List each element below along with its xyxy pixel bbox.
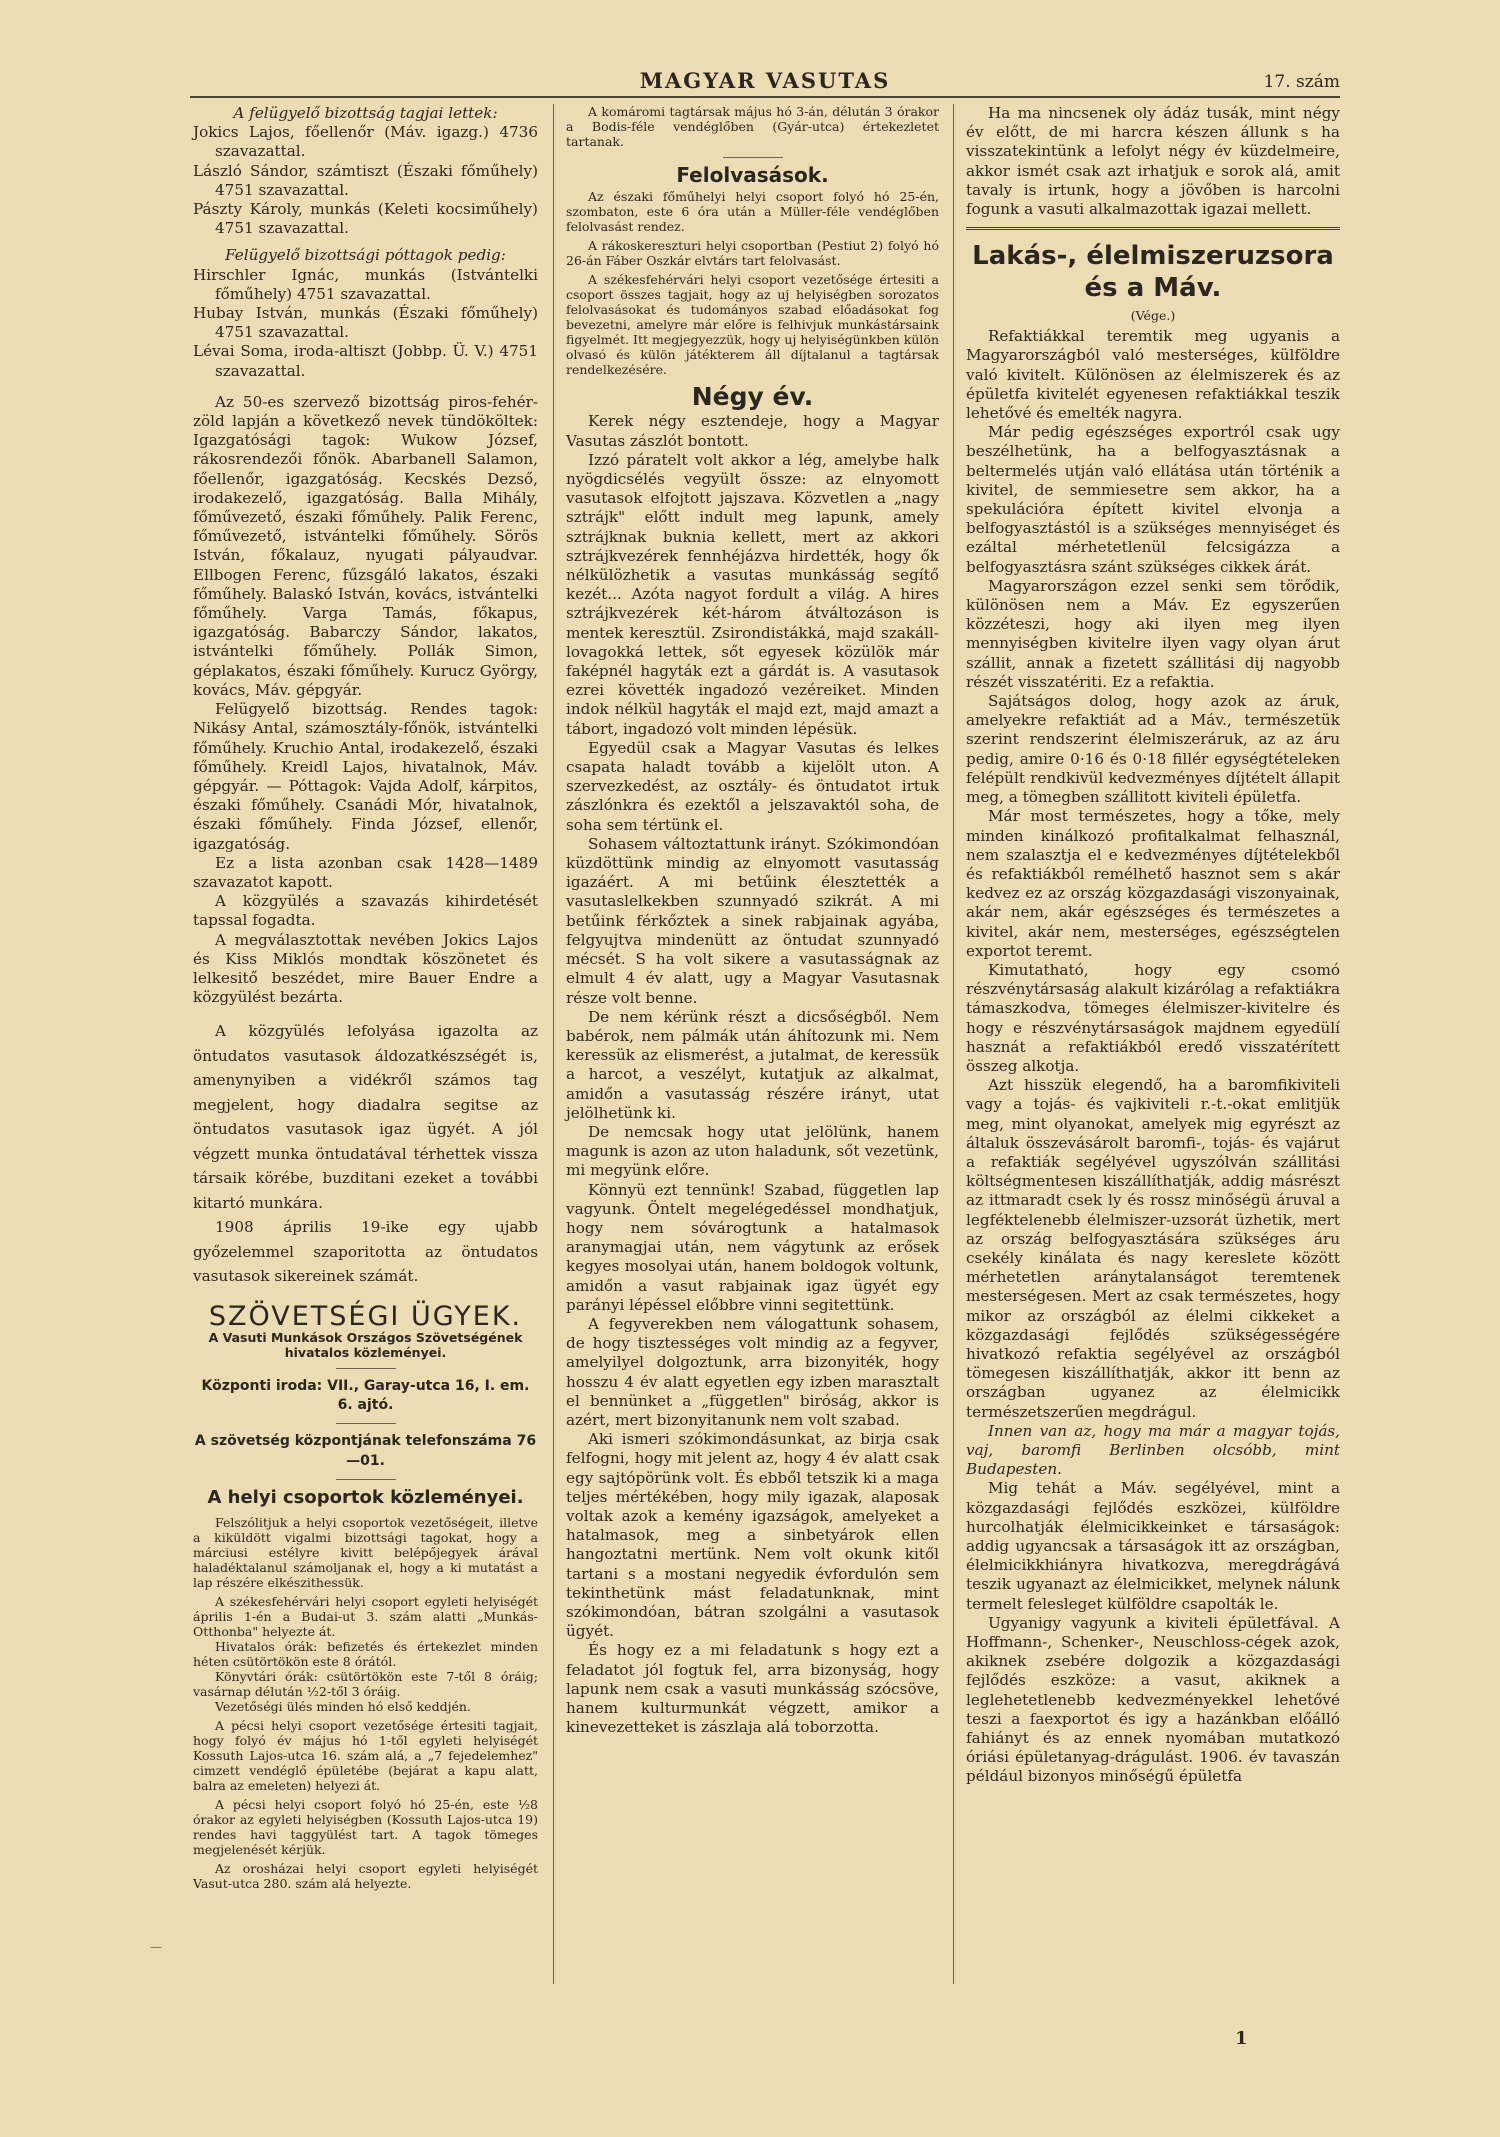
article-title: Négy év. — [691, 382, 814, 412]
issue-number: 17. szám — [1263, 72, 1340, 92]
paragraph: Felügyelő bizottság. Rendes tagok: Nikásy Antal, számosztály-főnök, istvántelki főműhely. Kruchio Antal, irodakezelő, északi főműhely. Kreidl Lajos, hivatalnok, Máv. gépgyár. — Póttagok: Vajda Adolf, kárpitos, északi főműhely. Csanádi Mór, hivatalnok, északi főműhely. Finda József, ellenőr, igazgatóság. — [193, 700, 538, 853]
groups-heading: A helyi csoportok közleményei. — [207, 1486, 524, 1508]
paragraph: Ha ma nincsenek oly ádáz tusák, mint négy év előtt, de mi harcra készen állunk s ha visszatekintünk a lefolyt négy év küzdelmeire, akkor ismét csak azt irhatjuk e sorok alá, amit tavaly is irtunk, hogy a jövőben is harcolni fogunk a vasuti alkalmazottak igazai mellett. — [966, 104, 1340, 219]
paragraph: A közgyülés a szavazás kihirdetését tapssal fogadta. — [193, 892, 538, 930]
paragraph: Sajátságos dolog, hogy azok az áruk, amelyekre refaktiát ad a Máv., természetük szerint rendszerint élelmiszeráruk, az az áru pedig, amire 0·16 és 0·18 fillér egységtételeken felépült rendkivül kedvezményes díjtételt állapit meg, a tömegben szállitott kiviteli épületfa. — [966, 692, 1340, 807]
divider — [336, 1423, 396, 1424]
article-note: (Vége.) — [1130, 308, 1176, 324]
section-subtitle: A Vasuti Munkások Országos Szövetségének hivatalos közleményei. — [208, 1330, 523, 1361]
paragraph: Azt hisszük elegendő, ha a baromfikiviteli vagy a tojás- és vajkiviteli r.-t.-okat emlitjük meg, mint olyanokat, amelyek mig egyrészt az általuk összevásárolt baromfi-, tojás- és vajárut a refaktiák segélyével ugyszólván szállitási költségmentesen kiszállíthatják, addig másrészt az ittmaradt csek ly és rossz minőségü áruval a legféktelenebb élelmiszer-uzsorát üzhetik, mert az ország belfogyasztására szükséges áru csekély kinálata és nagy kereslete között mérhetetlen aránytalanságot teremtenek mesterségesen. Mert az csak természetes, hogy mikor az országból az élelmi cikkeket a közgazdasági fejlődés szükségességére hivatkozó refaktia segélyével az országból tömegesen kiszállíthatják, akkor itt benn az országban ugyanez az élelmicikk természetszerűen megdrágul. — [966, 1076, 1340, 1421]
paragraph: Innen van az, hogy ma már a magyar tojás, vaj, baromfi Berlinben olcsóbb, mint Budapesten. — [966, 1421, 1340, 1479]
header-rule — [190, 96, 1340, 98]
phone-number: A szövetség központjának telefonszáma 76—01. — [194, 1433, 537, 1469]
column-3 — [966, 104, 1340, 1787]
alternate-member: Hirschler Ignác, munkás (Istvántelki főműhely) 4751 szavazattal. — [193, 265, 538, 303]
notice: A pécsi helyi csoport vezetősége értesiti tagjait, hogy folyó év május hó 1-től egyleti helyiségét Kossuth Lajos-utca 16. szám alá, a „7 fejedelemhez" cimzett vendéglő épületébe (bejárat a kapu alatt, balra az emeleten) helyezi át. — [193, 1718, 538, 1794]
paragraph: Sohasem változtattunk irányt. Szókimondóan küzdöttünk mindig az elnyomott vasutasság igazáért. A mi betűink élesztették a vasutaslelkekben szunnyadó szikrát. A mi betűink férkőztek a sinek rabjainak agyába, felgyujtva mindenütt az öntudat szunnyadó mécsét. S ha volt sikere a vasutasságnak az elmult 4 év alatt, ugy a Magyar Vasutasnak része volt benne. — [566, 834, 939, 1007]
paragraph: A közgyülés lefolyása igazolta az öntudatos vasutasok áldozatkészségét is, amenynyiben a vidékről számos tag megjelent, hogy diadalra segitse az öntudatos vasutasok igaz ügyét. A jól végzett munka öntudatával térhettek vissza társaik körébe, buzditani ezeket a további kitartó munkára. — [193, 1022, 538, 1212]
section-title: SZÖVETSÉGI ÜGYEK. — [208, 1300, 523, 1332]
column-divider — [953, 104, 954, 1984]
board-member: Jokics Lajos, főellenőr (Máv. igazg.) 4736 szavazattal. — [193, 123, 538, 161]
paragraph: De nem kérünk részt a dicsőségből. Nem babérok, nem pálmák után áhítozunk mi. Nem keressük az elismerést, a jutalmat, de keressük a harcot, a veszélyt, kutatjuk az alkalmat, amidőn a vasutasság részére irányt, utat jelölhetünk ki. — [566, 1007, 939, 1122]
notice: A székesfehérvári helyi csoport vezetősége értesiti a csoport összes tagjait, hogy az uj helyiségben sorozatos felolvasásokat és tudományos szabad előadásokat fog bevezetni, amelyre már előre is felhivjuk munkástársaink figyelmét. Itt megjegyezzük, hogy uj helyiségünkben külön olvasó és külön játékterem áll díjtalanul a tagtársak rendelkezésére. — [566, 272, 939, 378]
paragraph: Könnyü ezt tennünk! Szabad, független lap vagyunk. Öntelt megelégedéssel mondhatjuk, hogy nem sóvárogtunk a hatalmasok aranymagjai után, nem vágytunk az erősek kegyes mosolyai után, hanem boldogok voltunk, amidőn a vasut rabjainak igaz ügyét egy parányi lépéssel előbbre vinni segitettünk. — [566, 1180, 939, 1314]
notice: Az orosházai helyi csoport egyleti helyiségét Vasut-utca 280. szám alá helyezte. — [193, 1861, 538, 1892]
board-member: László Sándor, számtiszt (Északi főműhely) 4751 szavazattal. — [193, 161, 538, 199]
notice: A székesfehérvári helyi csoport egyleti helyiségét április 1-én a Budai-ut 3. szám alatti „Munkás-Otthonba" helyezte át. — [193, 1594, 538, 1640]
alternate-member: Lévai Soma, iroda-altiszt (Jobbp. Ü. V.) 4751 szavazattal. — [193, 342, 538, 380]
paragraph: Kerek négy esztendeje, hogy a Magyar Vasutas zászlót bontott. — [566, 412, 939, 450]
notice: Könyvtári órák: csütörtökön este 7-től 8 óráig; vasárnap délután ½2-től 3 óráig. — [193, 1669, 538, 1700]
paragraph: Izzó páratelt volt akkor a lég, amelybe halk nyögdicsélés vegyült össze: az elnyomott vasutasok elfojtott jajszava. Közvetlen a „nagy sztrájk" előtt indult meg lapunk, amely sztrájknak buknia kellett, mert az akkori sztrájkvezérek fennhéjázva hirdették, hogy ők nélkülözhetik a vasutas munkásság segítő kezét... Azóta nagyot fordult a világ. A hires sztrájkvezérek két-három átváltozáson is mentek keresztül. Zsirondistákká, majd szakáll-lovagokká lettek, sőt egyesek közülök már faképnél hagyták ezt a gárdát is. A vasutasok ezrei követték ingadozó vezéreiket. Minden indok nélkül hagyták el majd ezt, majd amazt a tábort, ingadozó volt minden lépésük. — [566, 450, 939, 738]
paragraph: És hogy ez a mi feladatunk s hogy ezt a feladatot jól fogtuk fel, arra bizonyság, hogy lapunk nem csak a vasuti munkásság szócsöve, hanem kulturmunkát végzett, amikor a kinevezetteket is zászlaja alá toborzotta. — [566, 1641, 939, 1737]
paragraph: Ez a lista azonban csak 1428—1489 szavazatot kapott. — [193, 853, 538, 891]
paragraph: 1908 április 19-ike egy ujabb győzelemmel szaporitotta az öntudatos vasutasok sikereinek számát. — [193, 1218, 538, 1286]
column-1 — [193, 104, 538, 1891]
column-2 — [566, 104, 939, 1737]
paragraph: Refaktiákkal teremtik meg ugyanis a Magyarországból való mesterséges, külföldre való kivitelt. Különösen az élelmiszerek és az épületfa kivitelét egyenesen refaktiákkal teszik lehetővé és emelték nagyra. — [966, 327, 1340, 423]
newspaper-title: MAGYAR VASUTAS — [639, 68, 891, 93]
paragraph: Az 50-es szervező bizottság piros-fehér-zöld lapján a következő nevek tündököltek: Igazgatósági tagok: Wukow József, rákosrendezői főnök. Abarbanell Salamon, főellenőr, igazgatóság. Kecskés Dezső, irodakezelő, igazgatóság. Balla Mihály, főművezető, északi főműhely. Palik Ferenc, főművezető, istvántelki főműhely. Sörös István, főkalauz, nyugati pályaudvar. Ellbogen Ferenc, fűzsgáló lakatos, északi főműhely. Balaskó István, kovács, istvántelki főműhely. Varga Tamás, főkapus, igazgatóság. Babarczy Sándor, lakatos, istvántelki főműhely. Pollák Simon, géplakatos, északi főműhely. Kurucz György, kovács, Máv. gépgyár. — [193, 392, 538, 699]
article-title: Lakás-, élelmiszeruzsora és a Máv. — [972, 241, 1334, 304]
paragraph: Már most természetes, hogy a tőke, mely minden kinálkozó profitalkalmat felhasznál, nem szalasztja el e kedvezményes díjtételekből és refaktiákból remélhető hasznot sem s akár kedvez ez az ország közgazdasági viszonyainak, akár nem, akár egészséges és természetes a kivitel, akár nem, mesterséges, egészségtelen exportot teremt. — [966, 807, 1340, 960]
masthead — [190, 68, 1340, 98]
notice: Hivatalos órák: befizetés és értekezlet minden héten csütörtökön este 8 órától. — [193, 1639, 538, 1670]
divider — [336, 1368, 396, 1369]
paragraph: Egyedül csak a Magyar Vasutas és lelkes csapata haladt tovább a kijelölt uton. A szervezkedést, az osztály- és öntudatot irtuk zászlónkra és ezektől a jelszavaktól soha, de soha sem tértünk el. — [566, 738, 939, 834]
notice: A komáromi tagtársak május hó 3-án, délután 3 órakor a Bodis-féle vendéglőben (Gyár-utca) értekezletet tartanak. — [566, 104, 939, 149]
paragraph: Kimutatható, hogy egy csomó részvénytársaság alakult kizárólag a refaktiákra támaszkodva, tömeges élelmiszer-kivitelre és hogy e részvénytársaságok majdnem egyedülí hasznát a refaktiákból eredő visszatérített összeg alkotja. — [966, 960, 1340, 1075]
paragraph: Aki ismeri szókimondásunkat, az birja csak felfogni, hogy mit jelent az, hogy 4 év alatt csak egy sajtópörünk volt. És ebből tetszik ki a maga teljes mértékében, hogy mily igazak, alaposak voltak azok a kemény igazságok, amelyeket a hatalmasok, meg a sinbetyárok ellen hangoztatni mertünk. Nem volt okunk kitől tartani s a mostani negyedik évfordulón sem tekinthetünk mást feladatunknak, mint szókimondóan, bátran szolgálni a vasutasok ügyét. — [566, 1430, 939, 1641]
office-address: Központi iroda: VII., Garay-utca 16, I. em. 6. ajtó. — [201, 1378, 530, 1414]
paragraph: Mig tehát a Máv. segélyével, mint a közgazdasági fejlődés eszközei, külföldre hurcolhatják élelmicikkeinket e társaságok: addig ugyancsak a társaságok itt az országban, élelmicikkhiányra hivatkozva, meregdrágává teszik ugyanazt az élelmicikket, melynek nálunk termelt felesleget külföldre csapolták le. — [966, 1479, 1340, 1613]
paragraph: A fegyverekben nem válogattunk sohasem, de hogy tisztességes volt mindig az a fegyver, amelyilyel dolgoztunk, arra bizonyiték, hogy hosszu 4 év alatt egyetlen egy izben marasztalt el bennünket a „független" biróság, akkor is azért, mert bizonyitanunk nem volt szabad. — [566, 1314, 939, 1429]
paragraph: Ugyanigy vagyunk a kiviteli épületfával. A Hoffmann-, Schenker-, Neuschloss-cégek azok, akiknek zsebére dolgozik a közgazdasági fejlődés eszköze: a vasut, akiknek a leglehetetlenebb kedvezményekkel lehetővé teszi a faexportot és igy a hazánkban előálló fahiányt és az ennek nyomában mutatkozó óriási épületanyag-drágulást. 1906. év tavaszán például bizonyos minőségű épületfa — [966, 1613, 1340, 1786]
page-mark: 1 — [1235, 2028, 1248, 2049]
paragraph: De nemcsak hogy utat jelölünk, hanem magunk is azon az uton haladunk, sőt vezetünk, mi megyünk előre. — [566, 1122, 939, 1180]
divider — [336, 1479, 396, 1480]
notice: Az északi főműhelyi helyi csoport folyó hó 25-én, szombaton, este 6 óra után a Müller-féle vendéglőben felolvasást rendez. — [566, 189, 939, 235]
board-member: Pászty Károly, munkás (Keleti kocsiműhely) 4751 szavazattal. — [193, 200, 538, 238]
column-divider — [553, 104, 554, 1984]
margin-mark: — — [150, 1940, 162, 1954]
notice: Felszólitjuk a helyi csoportok vezetőségeit, illetve a kiküldött vigalmi bizottsági tagokat, hogy a márciusi estélyre kivitt belépőjegyek árával haladéktalanul számoljanak el, hogy a ki mutatást a lap részére elkészithessük. — [193, 1515, 538, 1591]
paragraph: Már pedig egészséges exportról csak ugy beszélhetünk, ha a belfogyasztásnak a beltermelés utján való ellátása után történik a kivitel, de semmiesetre sem akkor, ha a spekulációra épített kivitel elvonja a belfogyasztástól is a szükséges mennyiséget és ezáltal mérhetetlenül felcsigázza a belfogyasztásra szánt szükséges cikkek árát. — [966, 423, 1340, 576]
paragraph: A megválasztottak nevében Jokics Lajos és Kiss Miklós mondtak köszönetet és lelkesitő beszédet, mire Bauer Endre a közgyülést bezárta. — [193, 930, 538, 1007]
divider — [966, 227, 1340, 230]
notice: A pécsi helyi csoport folyó hó 25-én, este ½8 órakor az egyleti helyiségben (Kossuth Lajos-utca 19) rendes havi taggyülést tart. A tagok tömeges megjelenését kérjük. — [193, 1797, 538, 1858]
paragraph: Magyarországon ezzel senki sem törődik, különösen nem a Máv. Ez egyszerűen közzéteszi, hogy aki ilyen meg ilyen mennyiségben kivitelre ilyen vagy olyan árut szállit, annak a fizetett szállitási dij nagyobb részét visszatériti. Ez a refaktia. — [966, 576, 1340, 691]
board-heading: A felügyelő bizottság tagjai lettek: — [233, 104, 498, 122]
readings-heading: Felolvasások. — [676, 163, 829, 187]
alternate-member: Hubay István, munkás (Északi főműhely) 4751 szavazattal. — [193, 304, 538, 342]
notice: A rákoskereszturi helyi csoportban (Pestiut 2) folyó hó 26-án Fáber Oszkár elvtárs tart felolvasást. — [566, 238, 939, 269]
notice: Vezetőségi ülés minden hó első keddjén. — [215, 1699, 471, 1715]
divider — [723, 157, 783, 158]
alternates-heading: Felügyelő bizottsági póttagok pedig: — [225, 246, 506, 265]
